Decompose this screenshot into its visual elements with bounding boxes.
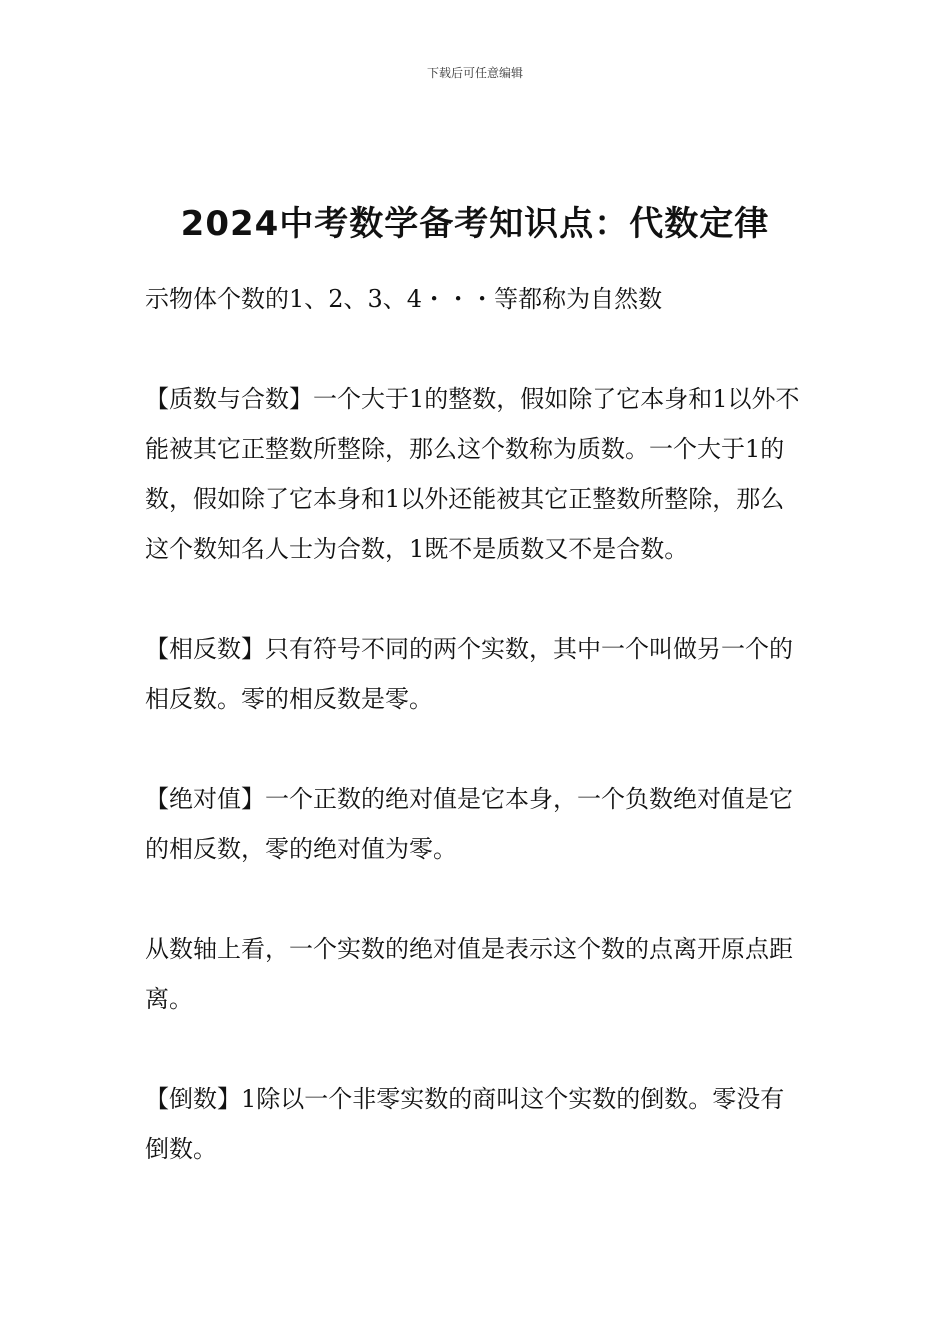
document-body (145, 274, 807, 1174)
paragraph-opposite-number: 【相反数】只有符号不同的两个实数，其中一个叫做另一个的相反数。零的相反数是零。 (145, 635, 793, 713)
paragraph-absolute-value: 【绝对值】一个正数的绝对值是它本身，一个负数绝对值是它的相反数，零的绝对值为零。 (145, 785, 793, 863)
document-title: 2024中考数学备考知识点：代数定律 (180, 203, 770, 244)
paragraph-number-line: 从数轴上看，一个实数的绝对值是表示这个数的点离开原点距离。 (145, 935, 793, 1013)
paragraph-gap (145, 724, 807, 774)
paragraph-gap (145, 574, 807, 624)
paragraph-reciprocal: 【倒数】1除以一个非零实数的商叫这个实数的倒数。零没有倒数。 (145, 1085, 785, 1163)
paragraph-gap (145, 874, 807, 924)
paragraph-prime-composite: 【质数与合数】一个大于1的整数，假如除了它本身和1以外不能被其它正整数所整除，那么这个数称为质数。一个大于1的数，假如除了它本身和1以外还能被其它正整数所整除，那么这个数知名人士为合数，1既不是质数又不是合数。 (145, 385, 800, 563)
paragraph-gap (145, 324, 807, 374)
paragraph-gap (145, 1024, 807, 1074)
paragraph-natural-numbers: 示物体个数的1、2、3、4・・・等都称为自然数 (145, 285, 663, 313)
header-note: 下载后可任意编辑 (426, 66, 523, 80)
